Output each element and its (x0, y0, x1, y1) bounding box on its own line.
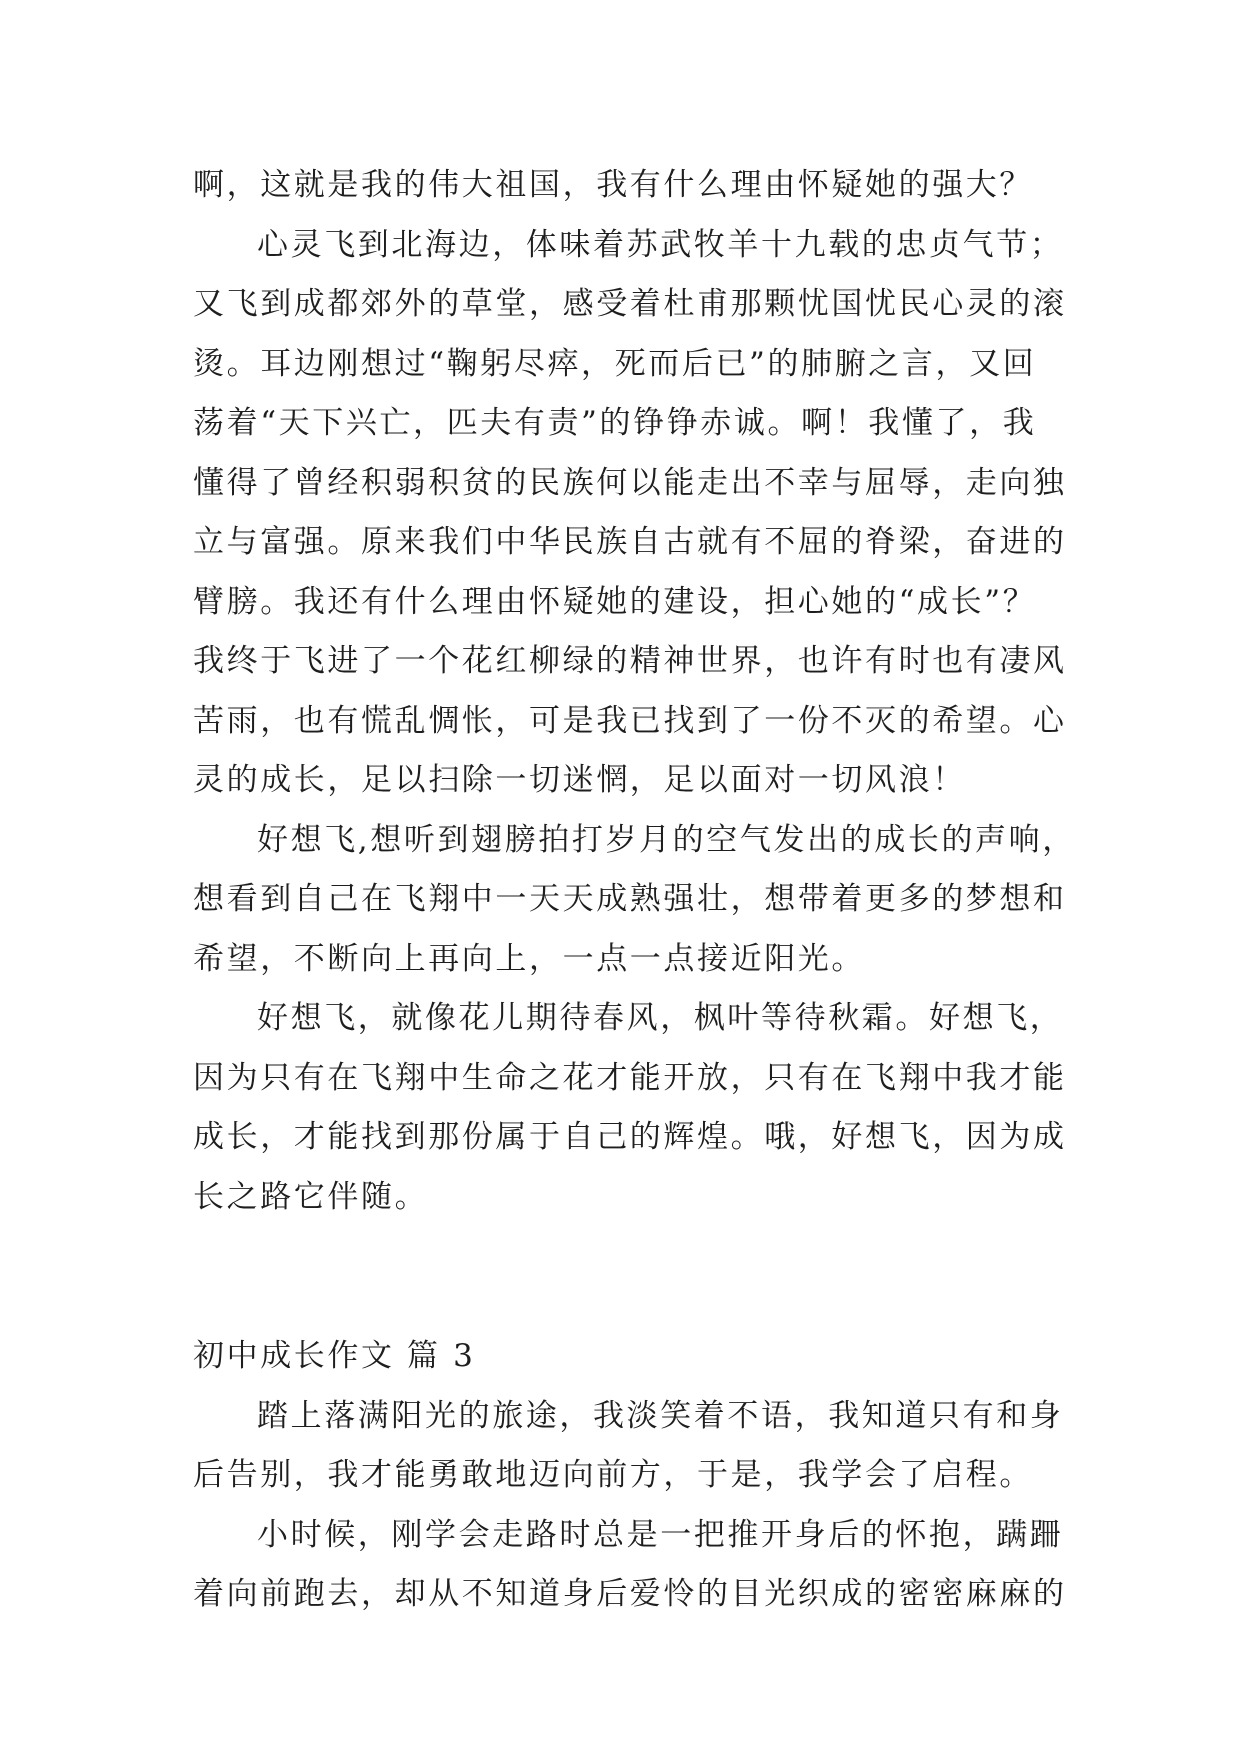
document-body (193, 156, 1076, 1625)
text-line: 懂得了曾经积弱积贫的民族何以能走出不幸与屈辱，走向独 (193, 464, 1067, 501)
text-line: 烫。耳边刚想过“鞠躬尽瘁，死而后已”的肺腑之言，又回 (193, 345, 1037, 382)
text-line: 因为只有在飞翔中生命之花才能开放，只有在飞翔中我才能 (193, 1059, 1067, 1096)
text-line: 着向前跑去，却从不知道身后爱怜的目光织成的密密麻麻的 (193, 1576, 1067, 1612)
text-line: 啊，这就是我的伟大祖国，我有什么理由怀疑她的强大？ (193, 167, 1033, 203)
text-line: 想看到自己在飞翔中一天天成熟强壮，想带着更多的梦想和 (193, 881, 1067, 917)
text-line: 荡着“天下兴亡，匹夫有责”的铮铮赤诚。啊！我懂了，我 (193, 405, 1037, 441)
text-line: 长之路它伴随。 (193, 1178, 429, 1215)
section-gap (193, 1227, 1073, 1327)
text-line: 好想飞，就像花儿期待春风，枫叶等待秋霜。好想飞， (257, 1000, 1064, 1036)
text-line: 好想飞,想听到翅膀拍打岁月的空气发出的成长的声响， (257, 821, 1076, 858)
section-title: 初中成长作文 篇 3 (193, 1338, 476, 1374)
text-line: 踏上落满阳光的旅途，我淡笑着不语，我知道只有和身 (257, 1397, 1064, 1434)
text-line: 后告别，我才能勇敢地迈向前方，于是，我学会了启程。 (193, 1457, 1033, 1493)
text-line: 又飞到成都郊外的草堂，感受着杜甫那颗忧国忧民心灵的滚 (193, 286, 1067, 322)
essay-continuation (193, 156, 1076, 1227)
text-line: 心灵飞到北海边，体味着苏武牧羊十九载的忠贞气节； (257, 226, 1064, 263)
text-line: 我终于飞进了一个花红柳绿的精神世界，也许有时也有凄风 (193, 643, 1067, 679)
text-line: 成长，才能找到那份属于自己的辉煌。哦，好想飞，因为成 (193, 1119, 1067, 1155)
text-line: 臂膀。我还有什么理由怀疑她的建设，担心她的“成长”？ (193, 583, 1037, 620)
essay-3-body (193, 1387, 1073, 1625)
text-line: 小时候，刚学会走路时总是一把推开身后的怀抱，蹒跚 (257, 1516, 1064, 1553)
text-line: 苦雨，也有慌乱惆怅，可是我已找到了一份不灭的希望。心 (193, 702, 1067, 739)
text-line: 希望，不断向上再向上，一点一点接近阳光。 (193, 940, 865, 977)
text-line: 灵的成长，足以扫除一切迷惘，足以面对一切风浪！ (193, 762, 966, 798)
text-line: 立与富强。原来我们中华民族自古就有不屈的脊梁，奋进的 (193, 524, 1067, 560)
